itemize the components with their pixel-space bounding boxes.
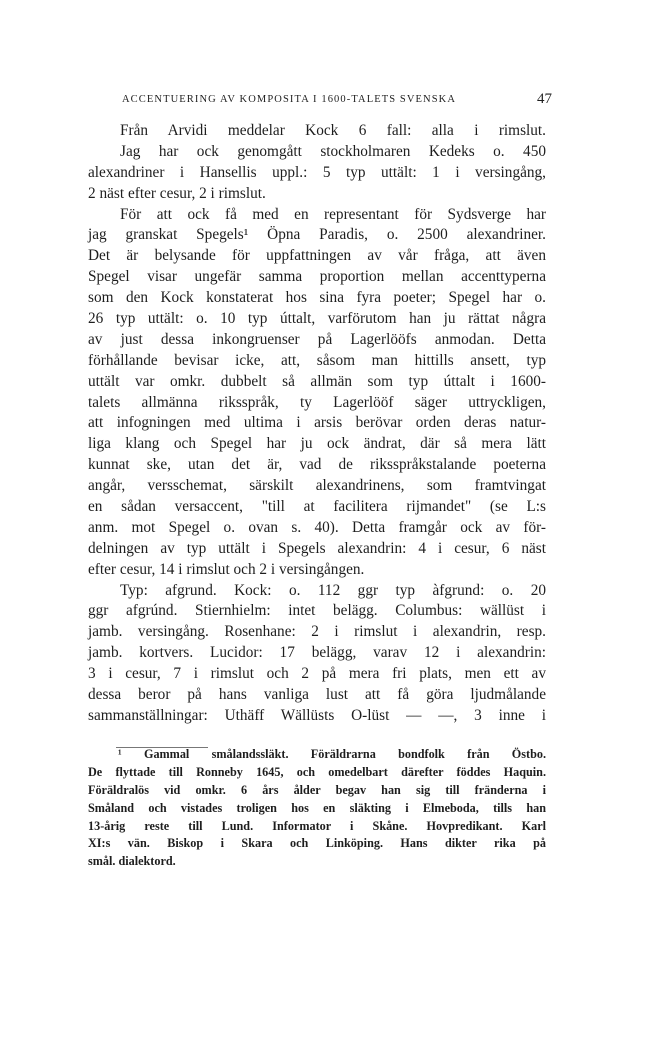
text-line: som den Kock konstaterat hos sina fyra poeter; Spegel har o.: [88, 289, 546, 307]
text-line: en sådan versaccent, "till at facilitera rijmandet" (se L:s: [88, 498, 546, 516]
running-head: [122, 91, 552, 112]
running-head-title: ACCENTUERING AV KOMPOSITA I 1600-TALETS SVENSKA: [122, 94, 457, 105]
footnotes: [88, 746, 546, 871]
text-line: Från Arvidi meddelar Kock 6 fall: alla i rimslut.: [120, 122, 546, 139]
text-line: 26 typ uttält: o. 10 typ úttalt, varförutom han ju rättat några: [88, 310, 546, 328]
footnote-line: 13-årig reste till Lund. Informator i Skåne. Hovpredikant. Karl: [88, 818, 546, 833]
text-line: 3 i cesur, 7 i rimslut och 2 på mera fri plats, men ett av: [88, 665, 546, 683]
text-line: efter cesur, 14 i rimslut och 2 i versingången.: [88, 560, 365, 578]
text-line: anm. mot Spegel o. ovan s. 40). Detta framgår ock av för-: [88, 518, 546, 536]
text-line: angår, versschemat, särskilt alexandrinens, som framtvingat: [88, 477, 546, 495]
page-number: 47: [537, 91, 552, 107]
text-line: liga klang och Spegel har ju ock ändrat, där så mera lätt: [88, 435, 546, 453]
footnote-line: smål. dialektord.: [88, 854, 176, 869]
footnote-line: De flyttade till Ronneby 1645, och omedelbart därefter föddes Haquin.: [88, 764, 546, 779]
text-line: Det är belysande för uppfattningen av vår fråga, att även: [88, 247, 546, 265]
text-line: kunnat ske, utan det är, vad de riksspråkstalande poeterna: [88, 456, 546, 474]
text-line: Spegel visar ungefär samma proportion mellan accenttyperna: [88, 268, 546, 286]
text-line: delningen av typ uttält i Spegels alexandrin: 4 i cesur, 6 näst: [88, 539, 546, 557]
footnote-line: XI:s vän. Biskop i Skara och Linköping. Hans dikter rika på: [88, 836, 546, 851]
footnote-line: ¹ Gammal smålandssläkt. Föräldrarna bondfolk från Östbo.: [118, 747, 546, 761]
text-line: dessa beror på hans vanliga lust att få göra ljudmålande: [88, 686, 546, 704]
text-line: förhållande bevisar icke, att, såsom man hittills ansett, typ: [88, 351, 546, 369]
text-line: uttält var omkr. dubbelt så allmän som typ úttalt i 1600-: [88, 372, 546, 390]
body-text: [88, 121, 546, 727]
text-line: Jag har ock genomgått stockholmaren Kedeks o. 450: [120, 142, 546, 160]
footnote-line: Föräldralös vid omkr. 6 års ålder begav han sig till fränderna i: [88, 782, 546, 797]
text-line: sammanställningar: Uthäff Wällüsts O-lüst — —, 3 inne i: [88, 706, 546, 724]
text-line: jag granskat Spegels¹ Öpna Paradis, o. 2500 alexandriner.: [88, 226, 546, 244]
text-line: 2 näst efter cesur, 2 i rimslut.: [88, 184, 266, 202]
text-line: talets allmänna riksspråk, ty Lagerlööf säger uttryckligen,: [88, 393, 546, 411]
text-line: jamb. kortvers. Lucidor: 17 belägg, varav 12 i alexandrin:: [88, 644, 546, 662]
text-line: ggr afgrúnd. Stiernhielm: intet belägg. Columbus: wällüst i: [88, 602, 546, 620]
footnote-line: Småland och vistades troligen hos en släkting i Elmeboda, tills han: [88, 800, 546, 815]
text-line: jamb. versingång. Rosenhane: 2 i rimslut i alexandrin, resp.: [88, 623, 546, 641]
text-line: att infogningen med ultima i arsis berövar orden deras natur-: [88, 414, 546, 432]
text-line: alexandriner i Hansellis uppl.: 5 typ uttält: 1 i versingång,: [88, 163, 546, 181]
text-line: För att ock få med en representant för Sydsverge har: [120, 205, 546, 223]
text-line: av just dessa inkongruenser på Lagerlööfs anmodan. Detta: [88, 330, 546, 348]
text-line: Typ: afgrund. Kock: o. 112 ggr typ àfgrund: o. 20: [120, 581, 546, 599]
